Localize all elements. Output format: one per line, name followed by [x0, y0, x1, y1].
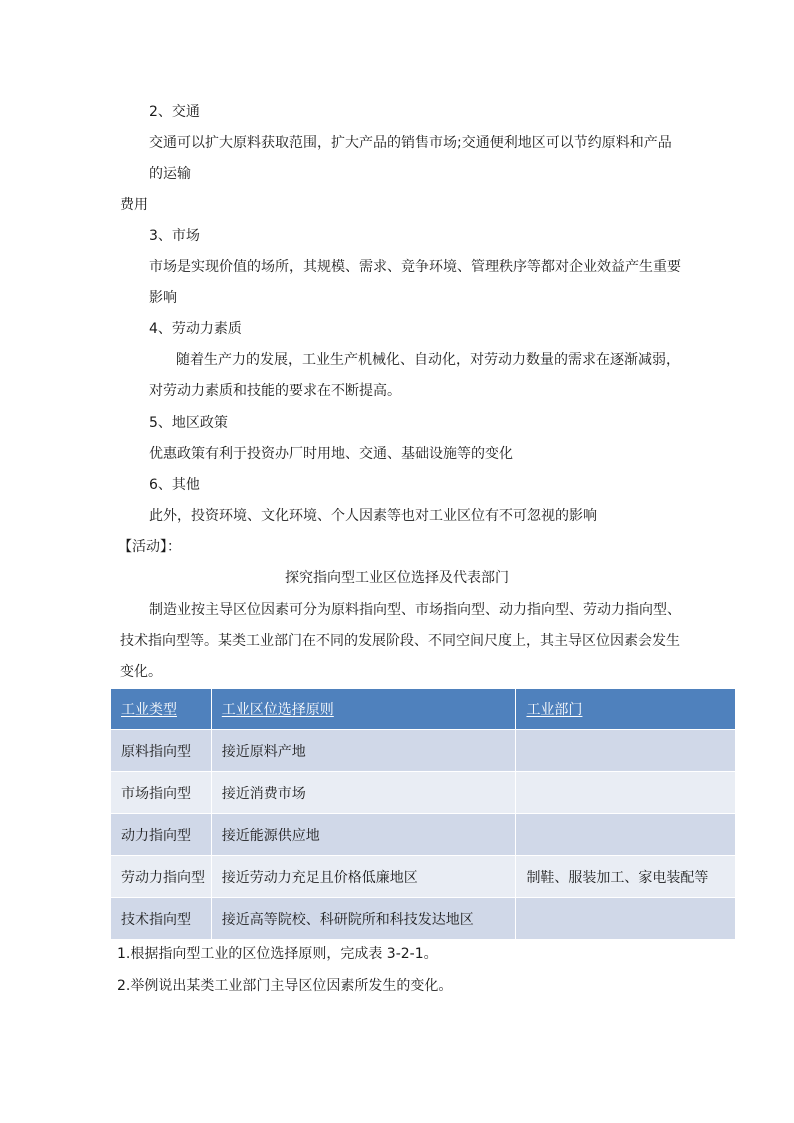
table-row — [111, 856, 735, 898]
industry-location-table — [111, 689, 735, 940]
task-2: 2.举例说出某类工业部门主导区位因素所发生的变化。 — [117, 978, 453, 994]
table-cell: 接近高等院校、科研院所和科技发达地区 — [211, 898, 516, 940]
table-row — [111, 730, 735, 772]
task-1: 1.根据指向型工业的区位选择原则，完成表 3-2-1。 — [117, 946, 438, 962]
table-header-cell: 工业区位选择原则 — [211, 689, 516, 730]
table-cell: 动力指向型 — [111, 814, 211, 856]
table-cell: 接近消费市场 — [211, 772, 516, 814]
table-cell — [515, 898, 735, 940]
table-cell: 制鞋、服装加工、家电装配等 — [515, 856, 735, 898]
table-row — [111, 814, 735, 856]
para-transport-line-2: 的运输 — [149, 166, 191, 182]
table-cell: 接近劳动力充足且价格低廉地区 — [211, 856, 516, 898]
table-cell — [515, 772, 735, 814]
heading-other: 6、其他 — [149, 477, 200, 493]
table-header-row — [111, 689, 735, 730]
activity-title: 探究指向型工业区位选择及代表部门 — [285, 570, 509, 586]
table-row — [111, 772, 735, 814]
table-cell: 劳动力指向型 — [111, 856, 211, 898]
table-cell: 接近能源供应地 — [211, 814, 516, 856]
intro-line-1: 制造业按主导区位因素可分为原料指向型、市场指向型、动力指向型、劳动力指向型、 — [149, 602, 681, 618]
activity-label: 【活动】： — [118, 539, 181, 555]
table-header-cell: 工业部门 — [515, 689, 735, 730]
table-cell: 市场指向型 — [111, 772, 211, 814]
para-transport-line-3: 费用 — [120, 197, 148, 213]
table-header-cell: 工业类型 — [111, 689, 211, 730]
para-transport-line-1: 交通可以扩大原料获取范围，扩大产品的销售市场;交通便利地区可以节约原料和产品 — [149, 135, 672, 151]
table-cell — [515, 730, 735, 772]
table-cell: 接近原料产地 — [211, 730, 516, 772]
table-row — [111, 898, 735, 940]
table-cell: 技术指向型 — [111, 898, 211, 940]
para-market-line-1: 市场是实现价值的场所，其规模、需求、竞争环境、管理秩序等都对企业效益产生重要 — [149, 259, 681, 275]
heading-market: 3、市场 — [149, 228, 200, 244]
intro-line-2: 技术指向型等。某类工业部门在不同的发展阶段、不同空间尺度上，其主导区位因素会发生 — [120, 633, 680, 649]
para-labor-line-2: 对劳动力素质和技能的要求在不断提高。 — [149, 383, 401, 399]
para-labor-line-1: 随着生产力的发展，工业生产机械化、自动化，对劳动力数量的需求在逐渐减弱， — [176, 352, 680, 368]
para-market-line-2: 影响 — [149, 290, 177, 306]
intro-line-3: 变化。 — [120, 664, 162, 680]
table-cell: 原料指向型 — [111, 730, 211, 772]
table-cell — [515, 814, 735, 856]
para-other-line-1: 此外，投资环境、文化环境、个人因素等也对工业区位有不可忽视的影响 — [149, 508, 597, 524]
heading-labor: 4、劳动力素质 — [149, 321, 242, 337]
para-policy-line-1: 优惠政策有利于投资办厂时用地、交通、基础设施等的变化 — [149, 446, 513, 462]
heading-transport: 2、交通 — [149, 104, 200, 120]
heading-policy: 5、地区政策 — [149, 415, 228, 431]
